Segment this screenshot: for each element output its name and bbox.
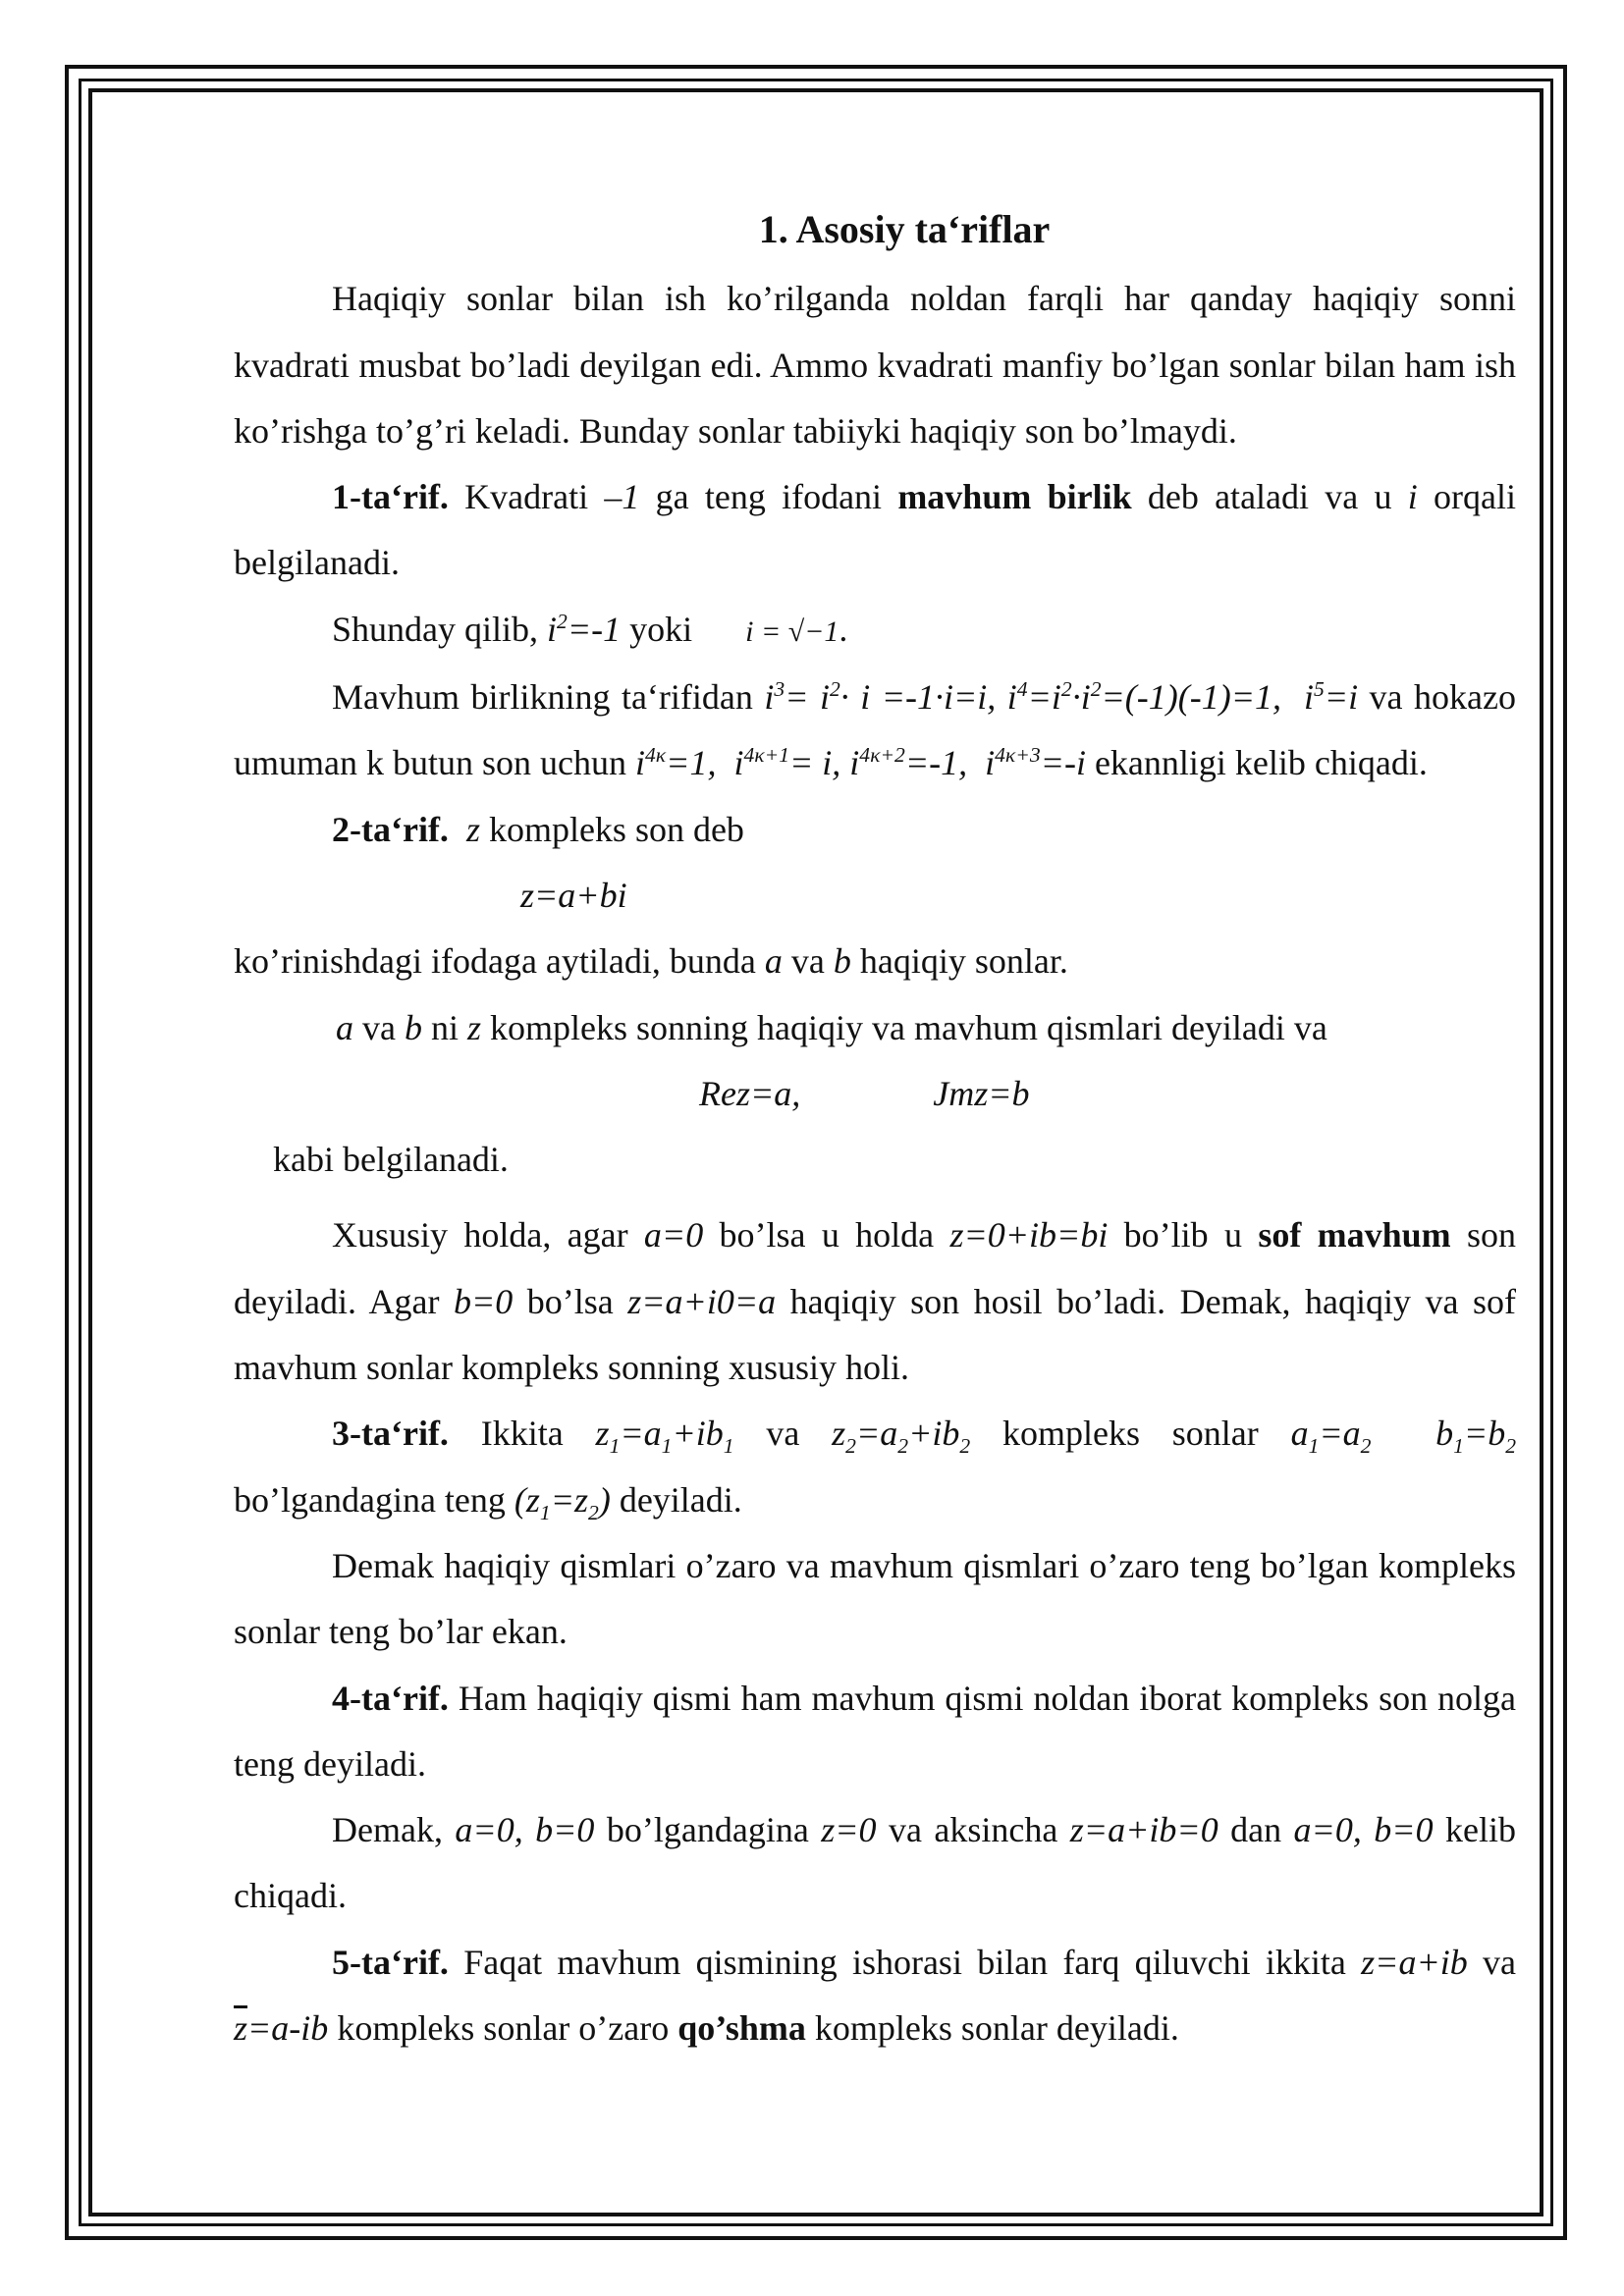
term-mavhum-birlik: mavhum birlik — [897, 477, 1132, 517]
definition-4: 4-ta‘rif. Ham haqiqiy qismi ham mavhum qismi noldan iborat kompleks son nolga teng deyiladi. — [234, 1678, 1516, 1784]
general-powers-formula: $i^{4\kappa}=1$, $i^{4\kappa+1}= i$, $i^{4\kappa+2}=-1$, $i^{4\kappa+3}=-i$ — [634, 743, 1086, 783]
powers-paragraph: Mavhum birlikning ta‘rifidan $i^3= i^2\cdot i =-1\cdot i=i$, $i^4=i^2\cdot i^2=(-1)(-1)=1$, $i^5=i$ va hokazo umuman k butun son uchun $i^{4\kappa}=1$, $i^{4\kappa+1}= i$, $i^{4\kappa+2}=-1$, $i^{4\kappa+3}=-i$ ekannligi kelib chiqadi. — [234, 677, 1516, 783]
xususiy-paragraph: Xususiy holda, agar a=0 bo’lsa u holda z=0+ib=bi bo’lib u sof mavhum son deyiladi. Agar b=0 bo’lsa z=a+i0=a haqiqiy son hosil bo’ladi. Demak, haqiqiy va sof mavhum sonlar kompleks sonning xususiy holi. — [234, 1215, 1516, 1388]
formula-rez-jmz — [234, 1061, 1516, 1127]
definition-1-label: 1-ta‘rif. — [332, 477, 449, 517]
term-sof-mavhum: sof mavhum — [1258, 1215, 1451, 1255]
demak-paragraph-1: Demak haqiqiy qismlari o’zaro va mavhum qismlari o’zaro teng bo’lgan kompleks sonlar teng bo’lar ekan. — [234, 1545, 1516, 1652]
definition-3-label: 3-ta‘rif. — [332, 1414, 449, 1454]
parts-paragraph: a va b ni z kompleks sonning haqiqiy va mavhum qismlari deyiladi va — [336, 1007, 1327, 1047]
document-body — [234, 196, 1516, 2061]
definition-3: 3-ta‘rif. Ikkita $z_1=a_1+ib_1$ va $z_2=a_2+ib_2$ kompleks sonlar $a_1=a_2$ $b_1=b_2$ bo’lgandagina teng $(z_1=z_2)$ deyiladi. — [234, 1414, 1516, 1524]
definition-4-label: 4-ta‘rif. — [332, 1678, 449, 1718]
definition-2-continued: ko’rinishdagi ifodaga aytiladi, bunda a va b haqiqiy sonlar. — [234, 941, 1068, 982]
intro-paragraph: Haqiqiy sonlar bilan ish ko’rilganda noldan farqli har qanday haqiqiy sonni kvadrati musbat bo’ladi deyilgan edi. Ammo kvadrati manfiy bo’lgan sonlar bilan ham ish ko’rishga to’g’ri keladi. Bunday sonlar tabiiyki haqiqiy son bo’lmaydi. — [234, 279, 1516, 451]
term-qoshma: qo’shma — [677, 2008, 806, 2049]
definition-2-label: 2-ta‘rif. — [332, 809, 449, 849]
definition-5: 5-ta‘rif. Faqat mavhum qismining ishorasi bilan farq qiluvchi ikkita z=a+ib va $\overline{z}=a-ib$ kompleks sonlar o’zaro qo’shma kompleks sonlar deyiladi. — [234, 1942, 1516, 2049]
definition-2: 2-ta‘rif. z kompleks son deb — [332, 809, 744, 849]
demak-paragraph-2: Demak, a=0, b=0 bo’lgandagina z=0 va aksincha z=a+ib=0 dan a=0, b=0 kelib chiqadi. — [234, 1810, 1516, 1916]
definition-5-label: 5-ta‘rif. — [332, 1942, 449, 1982]
kabi-line: kabi belgilanadi. — [273, 1140, 509, 1180]
z-conjugate: $\overline{z}$ — [234, 2008, 248, 2049]
sqrt-formula: i = √−1 — [745, 614, 839, 648]
definition-1: 1-ta‘rif. Kvadrati –1 ga teng ifodani mavhum birlik deb ataladi va u i orqali belgilanadi. — [234, 477, 1516, 583]
shunday-line: Shunday qilib, $i^2=-1$ yoki i = √−1. — [332, 609, 848, 649]
section-title: 1. Asosiy ta‘riflar — [758, 207, 1051, 251]
formula-jmz: Jmz=b — [933, 1073, 1030, 1113]
formula-z: z=a+bi — [520, 875, 627, 915]
powers-formula: $i^3= i^2\cdot i =-1\cdot i=i$, $i^4=i^2\cdot i^2=(-1)(-1)=1$, $i^5=i$ — [764, 677, 1359, 718]
formula-rez: Rez=a, — [699, 1073, 801, 1113]
